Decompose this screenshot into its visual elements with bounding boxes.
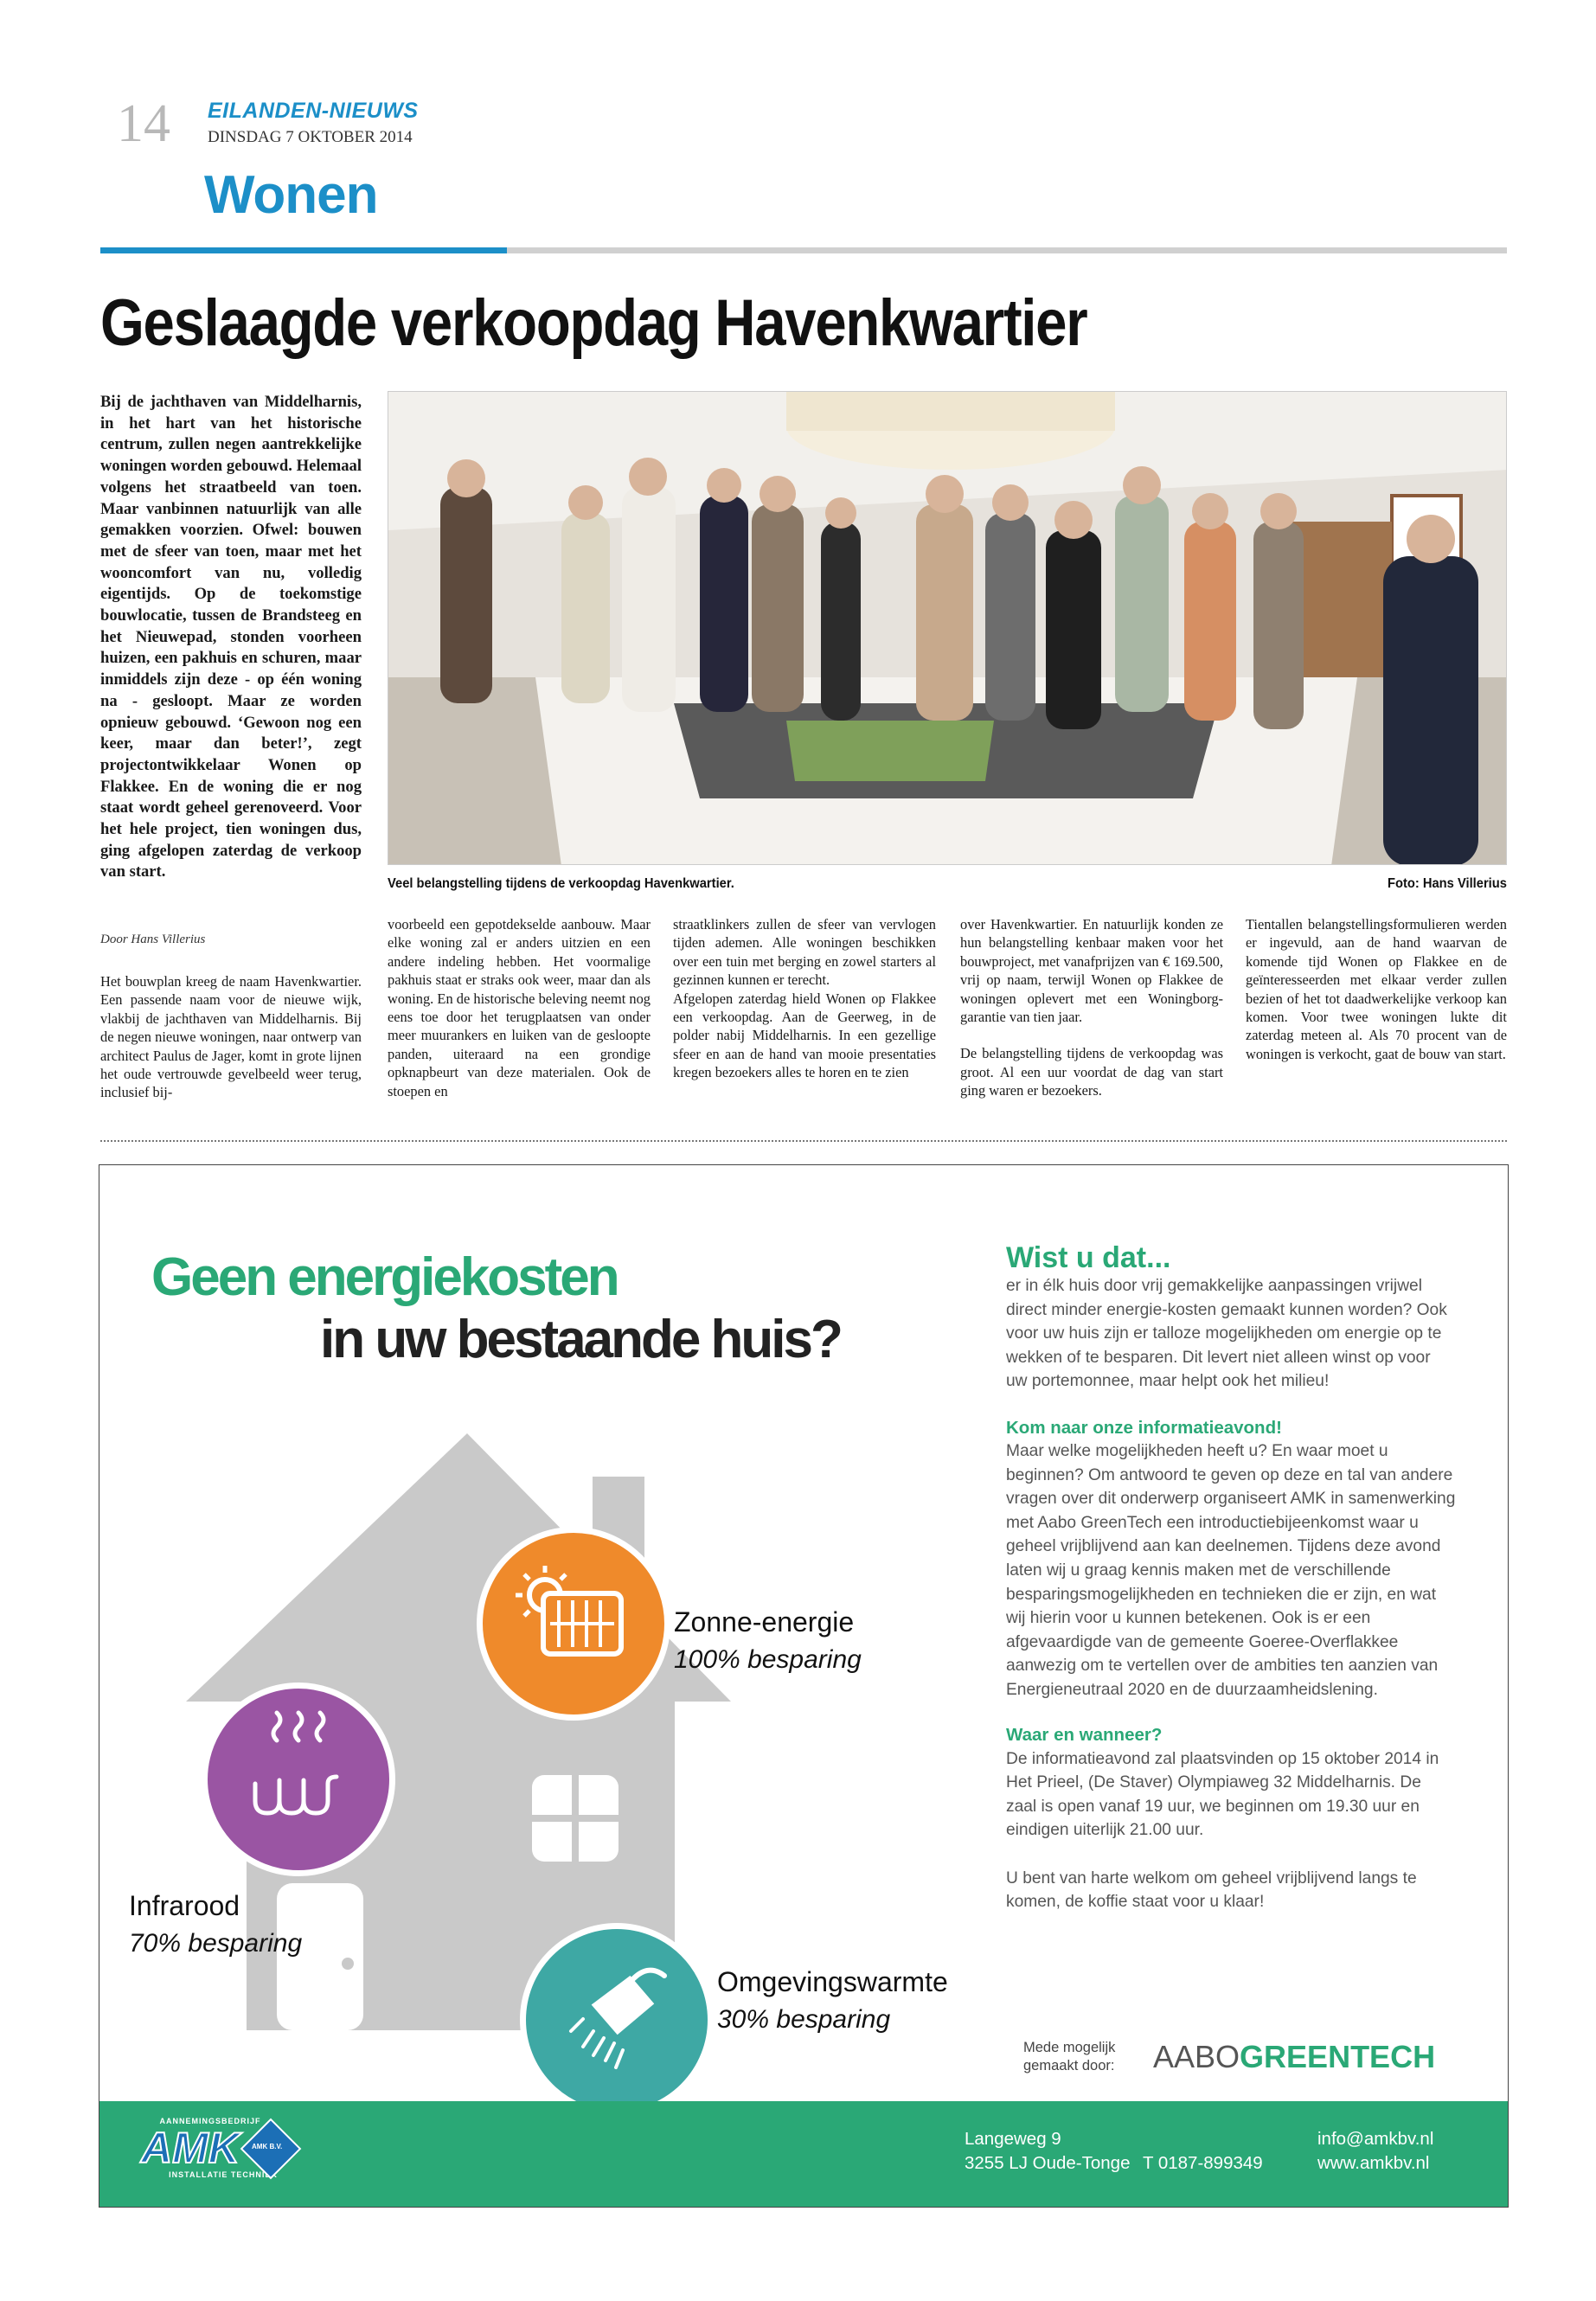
paragraph: straatklinkers zullen de sfeer van vervlogen tijden ademen. Alle woningen beschikken over een tuin met berging en zowel starters al gezinnen kunnen er terecht. xyxy=(673,916,936,989)
paragraph: Afgelopen zaterdag hield Wonen op Flakkee een verkoopdag. Aan de Geerweg, in de polder nabij Middelharnis. In een gezellige sfeer en aan de hand van mooie presentaties kregen bezoekers alles te horen en te zien xyxy=(673,990,936,1081)
ad-info-panel xyxy=(1006,1241,1456,1914)
advertisement xyxy=(99,1164,1509,2208)
shower-icon xyxy=(520,1923,714,2117)
window-icon xyxy=(532,1775,619,1862)
partner-logo-part1: AABO xyxy=(1153,2039,1240,2074)
feature-name: Omgevingswarmte xyxy=(717,1966,948,1997)
feature-saving: 30% besparing xyxy=(717,2004,891,2034)
article-column-5 xyxy=(1246,915,1507,1063)
amk-sub-line: INSTALLATIE TECHNIEK xyxy=(169,2170,278,2179)
welkom-text: U bent van harte welkom om geheel vrijblijvend langs te komen, de koffie staat voor u klaar! xyxy=(1006,1868,1417,1912)
article-column-1 xyxy=(100,972,362,1102)
paragraph: Tientallen belangstellingsformulieren werden er ingevuld, aan de hand waarvan de komende tijd Wonen op Flakkee en de geïnteresseerden met elkaar verder zullen bezien of het tot daadwerkelijke verkoop kan komen. Voor twee woningen lukte dit zaterdag meteen al. Als 70 procent van de woningen is verkocht, gaat de bouw van start. xyxy=(1246,916,1507,1062)
partner-logo xyxy=(1153,2039,1435,2075)
wist-heading: Wist u dat... xyxy=(1006,1241,1171,1274)
issue-date: DINSDAG 7 OKTOBER 2014 xyxy=(208,128,413,146)
ad-headline-line-2: in uw bestaande huis? xyxy=(320,1310,841,1369)
article-column-4 xyxy=(960,915,1223,1100)
amk-badge: AMK B.V. xyxy=(252,2143,283,2150)
solar-panel-icon xyxy=(477,1527,670,1721)
phone: T 0187-899349 xyxy=(1143,2153,1263,2173)
waar-text: De informatieavond zal plaatsvinden op 15 oktober 2014 in Het Prieel, (De Staver) Olympiaweg 32 Middelharnis. De zaal is open vanaf 19 uur, we beginnen om 19.30 uur en eindigen uiterlijk 21.00 uur. xyxy=(1006,1749,1439,1840)
article-headline: Geslaagde verkoopdag Havenkwartier xyxy=(100,286,1087,360)
partner-logo-part2: GREENTECH xyxy=(1240,2039,1436,2074)
kom-text: Maar welke mogelijkheden heeft u? En waar moet u beginnen? Om antwoord te geven op deze en tal van andere vragen over dit onderwerp organiseert AMK in samenwerking met Aabo GreenTech een introductiebijeenkomst waar u geheel vrijblijvend aan kan deelnemen. Tijdens deze avond laten wij u graag kennis maken met de verschillende besparingsmogelijkheden en technieken die er zijn, en wat wij hierin voor u kunnen betekenen. Ook is er een afgevaardigde van de gemeente Goeree-Overflakkee aanwezig om te vertellen over de ambities ten aanzien van Energieneutraal 2020 en de duurzaamheidslening. xyxy=(1006,1441,1456,1699)
page-number: 14 xyxy=(117,94,170,153)
ad-footer xyxy=(99,2101,1509,2208)
feature-saving: 70% besparing xyxy=(129,1928,303,1958)
amk-top-line: AANNEMINGSBEDRIJF xyxy=(159,2117,261,2125)
section-rule-accent xyxy=(100,247,507,253)
article-column-2 xyxy=(388,915,651,1100)
wist-text: er in élk huis door vrij gemakkelijke aanpassingen vrijwel direct minder energie-kosten gemaakt kunnen worden? Ook voor uw huis zijn er talloze mogelijkheden om energie op te wekken of te besparen. Dit levert niet alleen winst op voor uw portemonnee, maar helpt ook het milieu! xyxy=(1006,1277,1447,1391)
photo-caption: Veel belangstelling tijdens de verkoopdag Havenkwartier. xyxy=(388,876,734,891)
infrared-heater-icon xyxy=(202,1682,395,1876)
article-column-3 xyxy=(673,915,936,1082)
feature-infrared xyxy=(129,1888,302,1960)
city: 3255 LJ Oude-Tonge xyxy=(965,2153,1131,2173)
waar-heading: Waar en wanneer? xyxy=(1006,1724,1163,1745)
address xyxy=(965,2127,1130,2176)
newspaper-name: EILANDEN-NIEUWS xyxy=(208,99,419,123)
email-link[interactable]: info@amkbv.nl xyxy=(1317,2129,1434,2149)
feature-solar xyxy=(674,1605,862,1676)
paragraph: over Havenkwartier. En natuurlijk konden ze hun belangstelling kenbaar maken voor het bouwproject, met vanafprijzen van € 169.500, vrij op naam, terwijl Wonen op Flakkee de woningen oplevert met een Woningborg-garantie van tien jaar. xyxy=(960,916,1223,1026)
section-rule xyxy=(507,247,1507,253)
amk-logo xyxy=(141,2117,314,2196)
street: Langeweg 9 xyxy=(965,2129,1061,2149)
website-link[interactable]: www.amkbv.nl xyxy=(1317,2153,1430,2173)
paragraph: De belangstelling tijdens de verkoopdag was groot. Al een uur voordat de dag van start ging waren er bezoekers. xyxy=(960,1045,1223,1099)
amk-wordmark: AMK xyxy=(141,2124,240,2172)
paragraph: Het bouwplan kreeg de naam Havenkwartier. Een passende naam voor de nieuwe wijk, vlakbij de jachthaven van Middelharnis. Bij de negen nieuwe woningen, naar ontwerp van architect Paulus de Jager, komt in grote lijnen het oude vertrouwde gevelbeeld weer terug, inclusief bij- xyxy=(100,973,362,1101)
feature-ambient-heat xyxy=(717,1965,948,2036)
paragraph: voorbeeld een gepotdekselde aanbouw. Maar elke woning zal er anders uitzien en een andere indeling hebben. Het voormalige pakhuis staat er straks ook weer, maar dan als woning. En de historische beleving neemt nog eens toe door het terugplaatsen van onder meer muurankers en luiken van de gesloopte panden, uiteraard na een grondige opknapbeurt van deze materialen. Ook de stoepen en xyxy=(388,916,651,1099)
contact xyxy=(1317,2127,1433,2176)
feature-saving: 100% besparing xyxy=(674,1644,862,1674)
ad-headline-line-1: Geen energiekosten xyxy=(151,1247,618,1307)
feature-name: Zonne-energie xyxy=(674,1606,855,1638)
sponsor-label: Mede mogelijk gemaakt door: xyxy=(1023,2040,1116,2073)
section-title: Wonen xyxy=(204,165,378,225)
photo-illustration xyxy=(388,392,1507,865)
feature-name: Infrarood xyxy=(129,1890,240,1921)
article-photo xyxy=(388,391,1507,865)
section-divider xyxy=(100,1140,1507,1142)
photo-credit: Foto: Hans Villerius xyxy=(1388,876,1507,891)
article-byline: Door Hans Villerius xyxy=(100,933,206,946)
article-lead: Bij de jachthaven van Middelharnis, in het hart van het historische centrum, zullen negen aantrekkelijke woningen worden gebouwd. Helemaal volgens het straatbeeld van toen. Maar vanbinnen natuurlijk van alle gemakken voorzien. Ofwel: bouwen met de sfeer van toen, maar met het wooncomfort van nu, volledig eigentijds. Op de toekomstige bouwlocatie, tussen de Brandsteeg en het Nieuwepad, stonden voorheen huizen, een pakhuis en schuren, maar inmiddels zijn deze - op één woning na - gesloopt. Maar ze worden opnieuw gebouwd. ‘Gewoon nog een keer, maar dan beter!’, zegt projectontwikkelaar Wonen op Flakkee. En de woning die er nog staat wordt geheel gerenoveerd. Voor het hele project, tien woningen dus, ging afgelopen zaterdag de verkoop van start. xyxy=(100,393,362,881)
kom-heading: Kom naar onze informatieavond! xyxy=(1006,1417,1282,1438)
